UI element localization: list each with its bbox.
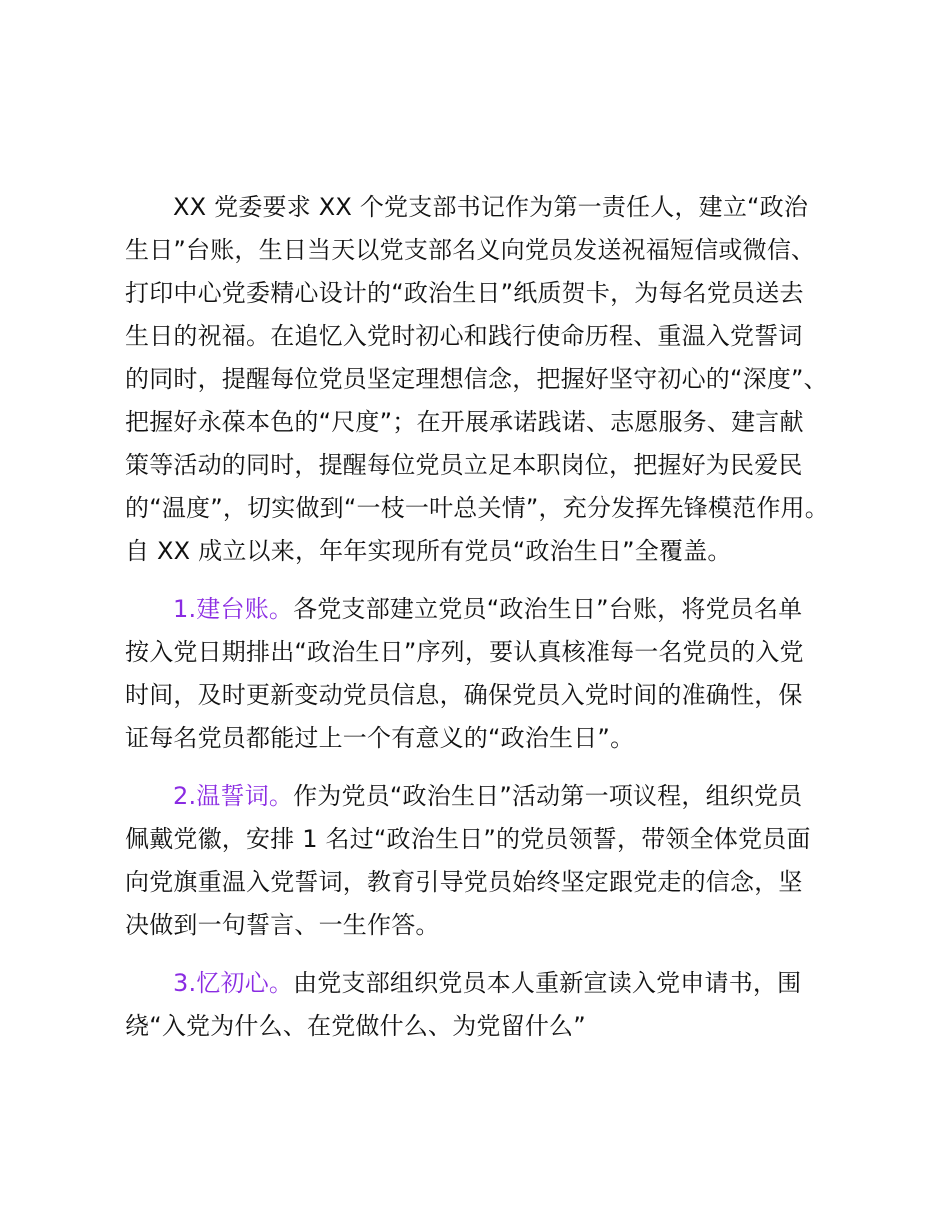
document-body — [125, 186, 865, 1063]
text-line-body: 各党支部建立党员“政治生日”台账，将党员名单 — [293, 595, 803, 623]
text-line: 的同时，提醒每位党员坚定理想信念，把握好坚守初心的“深度”、 — [125, 365, 828, 393]
text-line: 按入党日期排出“政治生日”序列，要认真核准每一名党员的入党 — [125, 638, 804, 666]
text-line: 决做到一句誓言、一生作答。 — [125, 911, 440, 939]
text-line: 生日”台账，生日当天以党支部名义向党员发送祝福短信或微信、 — [125, 236, 816, 264]
text-line: 佩戴党徽，安排 1 名过“政治生日”的党员领誓，带领全体党员面 — [125, 825, 811, 853]
text-line — [125, 588, 865, 631]
text-line: 生日的祝福。在追忆入党时初心和践行使命历程、重温入党誓词 — [125, 322, 803, 350]
text-line: 策等活动的同时，提醒每位党员立足本职岗位，把握好为民爱民 — [125, 451, 803, 479]
text-line — [125, 775, 865, 818]
paragraph-2 — [125, 775, 865, 947]
text-line — [125, 962, 865, 1005]
paragraph-3 — [125, 962, 865, 1048]
text-line-body: 作为党员“政治生日”活动第一项议程，组织党员 — [293, 782, 803, 810]
text-line: 绕“入党为什么、在党做什么、为党留什么” — [125, 1012, 586, 1040]
text-line: 把握好永葆本色的“尺度”；在开展承诺践诺、志愿服务、建言献 — [125, 408, 804, 436]
text-line-body: 由党支部组织党员本人重新宣读入党申请书，围 — [293, 969, 802, 997]
text-line: XX 党委要求 XX 个党支部书记作为第一责任人，建立“政治 — [173, 193, 809, 221]
paragraph-1 — [125, 588, 865, 760]
text-line: 自 XX 成立以来，年年实现所有党员“政治生日”全覆盖。 — [125, 537, 732, 565]
text-line: 向党旗重温入党誓词，教育引导党员始终坚定跟党走的信念，坚 — [125, 868, 803, 896]
section-heading: 2.温誓词。 — [173, 782, 294, 810]
text-line: 证每名党员都能过上一个有意义的“政治生日”。 — [125, 724, 635, 752]
paragraph-intro — [125, 186, 865, 573]
section-heading: 1.建台账。 — [173, 595, 294, 623]
text-line: 的“温度”，切实做到“一枝一叶总关情”，充分发挥先锋模范作用。 — [125, 494, 829, 522]
text-line: 打印中心党委精心设计的“政治生日”纸质贺卡，为每名党员送去 — [125, 279, 804, 307]
text-line: 时间，及时更新变动党员信息，确保党员入党时间的准确性，保 — [125, 681, 803, 709]
section-heading: 3.忆初心。 — [173, 969, 294, 997]
